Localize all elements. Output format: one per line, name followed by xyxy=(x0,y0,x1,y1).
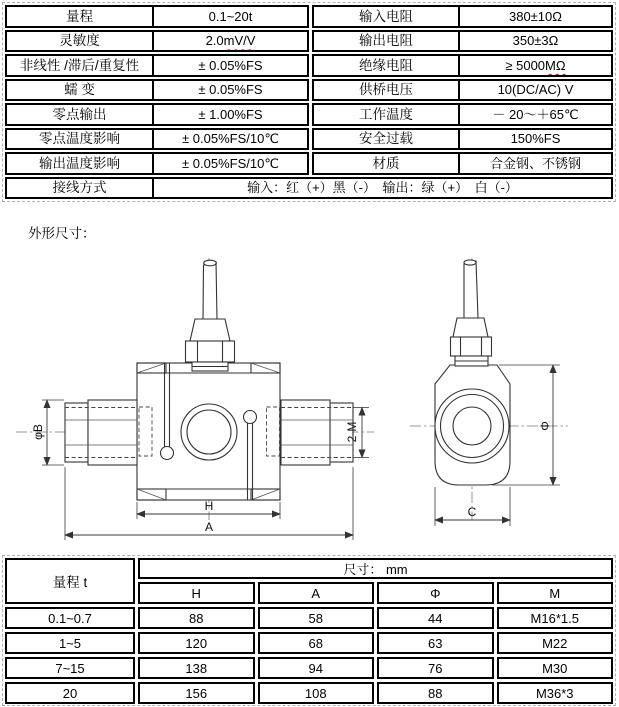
spec-label: 输出电阻 xyxy=(314,32,460,51)
spec-label: 接线方式 xyxy=(7,179,154,198)
spec-value xyxy=(154,32,307,51)
dim-label-a: A xyxy=(204,520,214,534)
phi-cell: 63 xyxy=(377,632,494,654)
col-header-h: H xyxy=(138,582,255,604)
spec-value: ± 0.05%FS xyxy=(198,57,263,73)
boss-inner-circle xyxy=(453,407,491,445)
front-view-drawing xyxy=(16,258,374,540)
spec-row xyxy=(5,5,613,28)
stud-right xyxy=(281,400,353,465)
spec-label: 输出温度影响 xyxy=(7,154,154,173)
h-cell: 120 xyxy=(138,632,255,654)
dim-phi-b xyxy=(31,400,64,465)
range-header-cell: 量程 t xyxy=(5,558,135,604)
col-header-m: M xyxy=(497,582,614,604)
h-cell: 88 xyxy=(138,607,255,629)
dim-label-phi-b: φB xyxy=(31,424,45,440)
spec-row xyxy=(5,152,613,175)
spec-row xyxy=(5,128,613,151)
spec-value: 0.1~20t xyxy=(208,8,253,24)
spec-label: 供桥电压 xyxy=(314,81,460,100)
phi-cell: 88 xyxy=(377,682,494,704)
spec-row xyxy=(5,103,613,126)
h-cell: 138 xyxy=(138,657,255,679)
spec-row xyxy=(5,30,613,53)
m-cell: M16*1.5 xyxy=(497,607,614,629)
value-text: 2.0 xyxy=(205,33,224,49)
range-cell: 0.1~0.7 xyxy=(5,607,135,629)
spec-table xyxy=(2,2,616,202)
dim-label-2m: 2-M xyxy=(345,421,359,443)
spec-label: 安全过载 xyxy=(314,130,460,149)
spec-value: 350±3Ω xyxy=(512,33,559,49)
spec-value xyxy=(460,56,611,75)
cable-gland-side xyxy=(451,260,492,366)
drawing-caption: 外形尺寸： xyxy=(28,226,96,241)
dimension-table xyxy=(2,555,616,706)
wiring-value: 输入：红（+）黑（-） 输出：绿（+） 白（-） xyxy=(247,180,518,196)
a-cell: 108 xyxy=(258,682,375,704)
cable-gland-front xyxy=(186,260,235,371)
phi-cell: 44 xyxy=(377,607,494,629)
spec-value: ± 0.05%FS xyxy=(198,82,263,98)
dim-label-phi: Φ xyxy=(538,421,552,431)
spec-label: 量程 xyxy=(7,7,154,26)
spec-value: 合金钢、不锈钢 xyxy=(489,155,581,171)
col-header-a: A xyxy=(258,582,375,604)
range-cell: 1~5 xyxy=(5,632,135,654)
phi-cell: 76 xyxy=(377,657,494,679)
spec-row xyxy=(5,79,613,102)
center-hole-inner xyxy=(187,410,231,454)
spec-label: 绝缘电阻 xyxy=(314,56,460,75)
dim-h xyxy=(137,499,280,519)
dimension-drawing xyxy=(0,252,619,550)
spec-value: 380±10Ω xyxy=(508,8,562,24)
m-cell: M36*3 xyxy=(497,682,614,704)
side-view-drawing xyxy=(410,258,568,526)
dim-label-c: C xyxy=(467,505,477,519)
stud-left xyxy=(65,400,137,465)
spec-label: 非线性 /滞后/重复性 xyxy=(7,56,154,75)
spec-value: 150%FS xyxy=(510,131,561,147)
value-text: ≥ 5000 xyxy=(505,57,546,73)
a-cell: 68 xyxy=(258,632,375,654)
spec-value: 10(DC/AC) V xyxy=(497,82,574,98)
spec-label: 材质 xyxy=(314,154,460,173)
a-cell: 58 xyxy=(258,607,375,629)
range-cell: 20 xyxy=(5,682,135,704)
spec-value: － 20～＋65℃ xyxy=(492,106,579,122)
spec-value: ± 0.05%FS/10℃ xyxy=(182,155,279,171)
m-cell: M30 xyxy=(497,657,614,679)
spec-label: 蠕 变 xyxy=(7,81,154,100)
size-header-cell: 尺寸： mm xyxy=(138,558,613,579)
range-cell: 7~15 xyxy=(5,657,135,679)
a-cell: 94 xyxy=(258,657,375,679)
spellcheck-word: mV/V xyxy=(223,33,256,49)
dim-label-h: H xyxy=(204,499,214,513)
spec-label: 灵敏度 xyxy=(7,32,154,51)
spec-value: ± 0.05%FS/10℃ xyxy=(182,131,279,147)
spec-row xyxy=(5,54,613,77)
spec-label: 零点温度影响 xyxy=(7,130,154,149)
spec-value: ± 1.00%FS xyxy=(198,106,263,122)
h-cell: 156 xyxy=(138,682,255,704)
spec-row-wiring xyxy=(5,177,613,200)
col-header-phi: Φ xyxy=(377,582,494,604)
spec-label: 输入电阻 xyxy=(314,7,460,26)
spec-label: 零点输出 xyxy=(7,105,154,124)
m-cell: M22 xyxy=(497,632,614,654)
spec-label: 工作温度 xyxy=(314,105,460,124)
dim-c xyxy=(435,487,510,526)
spellcheck-word: MΩ xyxy=(545,57,566,73)
